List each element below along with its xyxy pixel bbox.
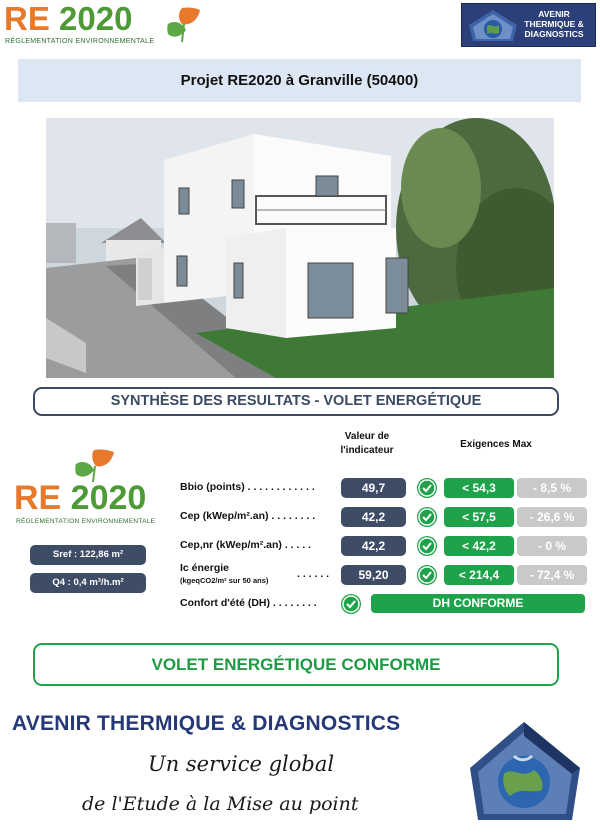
company-badge-text: AVENIR THERMIQUE & DIAGNOSTICS [524, 9, 584, 39]
limit-cepnr: < 42,2 [444, 536, 514, 556]
re2020-logo-subtitle: RÉGLEMENTATION ENVIRONNEMENTALE [16, 518, 156, 525]
limit-bbio: < 54,3 [444, 478, 514, 498]
check-icon [417, 478, 437, 498]
value-cep: 42,2 [341, 507, 406, 527]
gap-cep: - 26,6 % [517, 507, 587, 527]
gap-cepnr: - 0 % [517, 536, 587, 556]
year-digits: 2020 [61, 479, 147, 517]
limit-ic: < 214,4 [444, 565, 514, 585]
conclusion-banner: VOLET ENERGÉTIQUE CONFORME [33, 643, 559, 686]
check-icon [417, 565, 437, 585]
re2020-header-logo [4, 0, 204, 48]
company-badge [461, 3, 596, 47]
limit-cep: < 57,5 [444, 507, 514, 527]
row-label-bbio: Bbio (points) . . . . . . . . . . . . [180, 481, 315, 493]
globe-house-icon [465, 7, 521, 43]
row-sublabel-ic: (kgeqCO2/m² sur 50 ans) [180, 576, 269, 585]
q4-pill: Q4 : 0,4 m³/h.m² [30, 573, 146, 593]
value-cepnr: 42,2 [341, 536, 406, 556]
re2020-logo-subtitle: RÉGLEMENTATION ENVIRONNEMENTALE [5, 38, 155, 45]
house-illustration [46, 118, 554, 378]
re2020-logo-text [4, 0, 132, 38]
project-title-bar [18, 59, 581, 102]
year-digits: 2020 [49, 0, 133, 37]
gap-bbio: - 8,5 % [517, 478, 587, 498]
sref-pill: Sref : 122,86 m² [30, 545, 146, 565]
footer-company-name: AVENIR THERMIQUE & DIAGNOSTICS [12, 712, 401, 735]
re-letters: RE [4, 0, 50, 37]
project-title: Projet RE2020 à Granville (50400) [180, 72, 419, 89]
check-icon [417, 507, 437, 527]
check-icon [341, 594, 361, 614]
column-header-value: Valeur de l'indicateur [340, 431, 394, 456]
row-label-cepnr: Cep,nr (kWep/m².an) . . . . . [180, 539, 312, 551]
row-label-comfort: Confort d'été (DH) . . . . . . . . [180, 597, 317, 609]
gap-ic: - 72,4 % [517, 565, 587, 585]
house-photo [46, 118, 554, 378]
row-label-ic: Ic énergie [180, 562, 230, 574]
footer-tagline-1: Un service global [148, 752, 335, 776]
footer-tagline-2: de l'Etude à la Mise au point [82, 793, 359, 815]
comfort-status: DH CONFORME [371, 594, 585, 613]
globe-house-icon [462, 716, 588, 826]
value-bbio: 49,7 [341, 478, 406, 498]
leaf-icon [72, 446, 118, 482]
re2020-logo-text [14, 480, 146, 516]
column-header-max: Exigences Max [460, 439, 532, 450]
leaf-icon [162, 2, 204, 44]
synthesis-banner: SYNTHÈSE DES RESULTATS - VOLET ENERGÉTIQUE [33, 387, 559, 416]
re-letters: RE [14, 479, 62, 517]
check-icon [417, 536, 437, 556]
row-dots-ic: . . . . . . [297, 568, 330, 580]
re2020-result-logo [14, 446, 174, 528]
value-ic: 59,20 [341, 565, 406, 585]
row-label-cep: Cep (kWep/m².an) . . . . . . . . [180, 510, 316, 522]
